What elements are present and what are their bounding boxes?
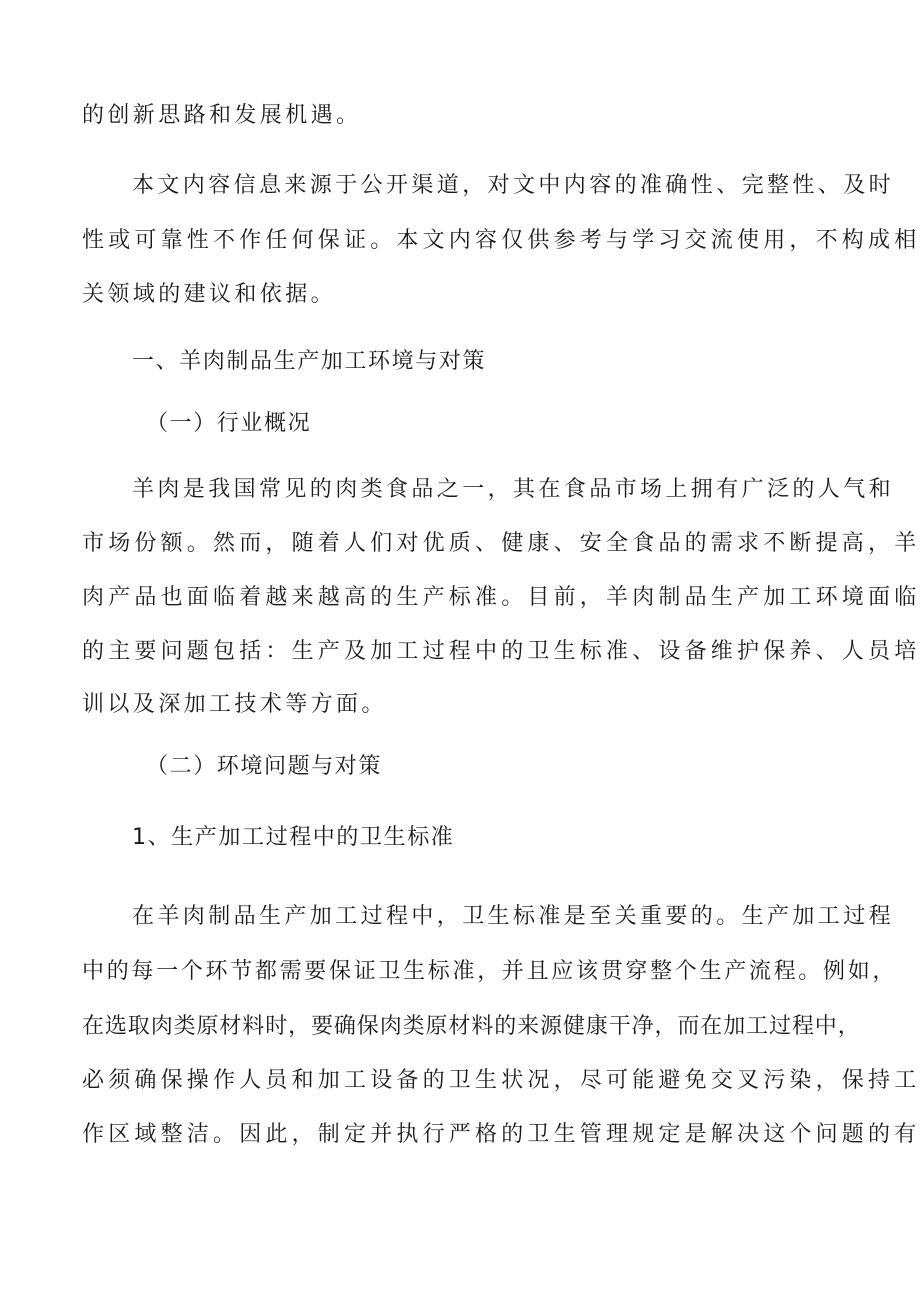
subsection-title: （一）行业概况: [146, 411, 312, 436]
disclaimer-line: 关领域的建议和依据。: [82, 282, 337, 307]
disclaimer-line: 性或可靠性不作任何保证。本文内容仅供参考与学习交流使用，不构成相: [82, 228, 920, 253]
overview-line: 的主要问题包括：生产及加工过程中的卫生标准、设备维护保养、人员培: [82, 639, 920, 664]
item-body-line: 在羊肉制品生产加工过程中，卫生标准是至关重要的。生产加工过程: [132, 904, 895, 929]
overview-line: 市场份额。然而，随着人们对优质、健康、安全食品的需求不断提高，羊: [82, 531, 920, 556]
item-body-line: 在选取肉类原材料时，要确保肉类原材料的来源健康干净，而在加工过程中，: [82, 1014, 861, 1039]
overview-line: 肉产品也面临着越来越高的生产标准。目前，羊肉制品生产加工环境面临: [82, 585, 920, 610]
intro-paragraph-tail: 的创新思路和发展机遇。: [82, 103, 362, 128]
item-title: 1、生产加工过程中的卫生标准: [132, 825, 455, 850]
item-body-line: 必须确保操作人员和加工设备的卫生状况，尽可能避免交叉污染，保持工: [82, 1068, 920, 1093]
overview-line: 羊肉是我国常见的肉类食品之一，其在食品市场上拥有广泛的人气和: [132, 477, 895, 502]
item-body-line: 作区域整洁。因此，制定并执行严格的卫生管理规定是解决这个问题的有: [82, 1122, 920, 1147]
disclaimer-line: 本文内容信息来源于公开渠道，对文中内容的准确性、完整性、及时: [132, 173, 895, 198]
section-title: 一、羊肉制品生产加工环境与对策: [132, 349, 487, 374]
subsection-title: （二）环境问题与对策: [146, 754, 383, 779]
item-body-line: 中的每一个环节都需要保证卫生标准，并且应该贯穿整个生产流程。例如，: [82, 959, 898, 984]
overview-line: 训以及深加工技术等方面。: [82, 692, 387, 717]
